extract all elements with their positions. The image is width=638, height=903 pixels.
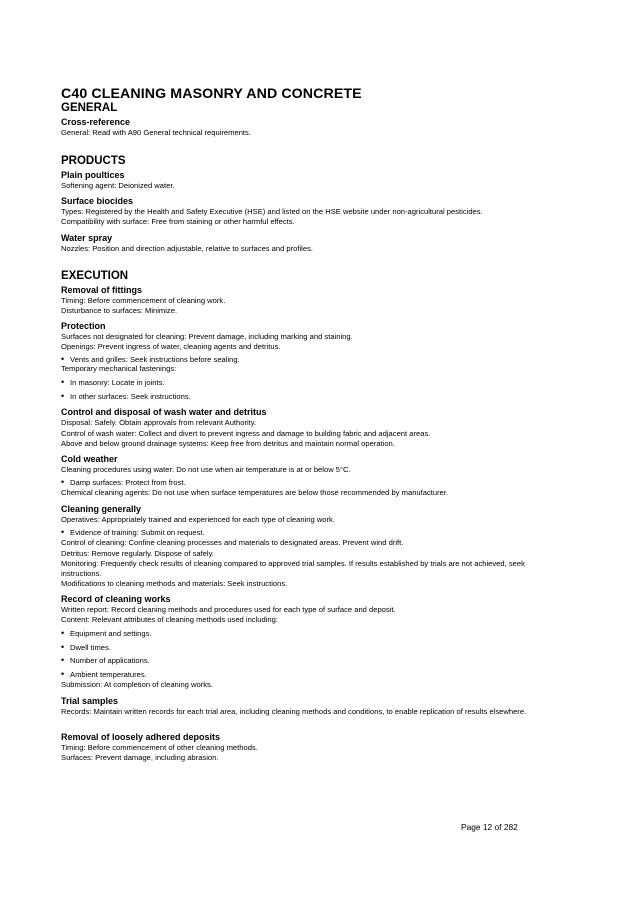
clause-text: Surfaces not designated for cleaning: Prevent damage, including marking and staining. — [61, 332, 353, 341]
clause-heading-trial-samples: Trial samples — [61, 696, 119, 706]
section-heading-general: GENERAL — [61, 102, 118, 114]
bullet-item: • Number of applications. — [61, 655, 150, 665]
bullet-item: • Dwell times. — [61, 642, 111, 652]
clause-text: Content: Relevant attributes of cleaning methods used including: — [61, 615, 278, 624]
bullet-icon: • — [61, 655, 65, 665]
clause-heading-protection: Protection — [61, 321, 106, 331]
clause-heading-record-of-cleaning-works: Record of cleaning works — [61, 594, 171, 604]
clause-heading-cleaning-generally: Cleaning generally — [61, 504, 142, 514]
bullet-item: • In other surfaces: Seek instructions. — [61, 391, 191, 401]
clause-text: Types: Registered by the Health and Safety Executive (HSE) and listed on the HSE website under non-agricultural pesticides. — [61, 207, 483, 216]
bullet-icon: • — [61, 477, 65, 487]
section-heading-execution: EXECUTION — [61, 270, 129, 282]
clause-text: Openings: Prevent ingress of water, cleaning agents and detritus. — [61, 342, 281, 351]
clause-heading-removal-of-fittings: Removal of fittings — [61, 285, 143, 295]
clause-text: Nozzles: Position and direction adjustable, relative to surfaces and profiles. — [61, 244, 313, 253]
clause-text: Control of wash water: Collect and divert to prevent ingress and damage to building fabric and adjacent areas. — [61, 429, 431, 438]
clause-text: Control of cleaning: Confine cleaning processes and materials to designated areas. Prevent wind drift. — [61, 538, 404, 547]
clause-heading-cross-reference: Cross-reference — [61, 117, 131, 127]
bullet-icon: • — [61, 628, 65, 638]
bullet-icon: • — [61, 391, 65, 401]
bullet-item: • Equipment and settings. — [61, 628, 152, 638]
document-title: C40 CLEANING MASONRY AND CONCRETE — [61, 86, 362, 102]
clause-text: Written report: Record cleaning methods and procedures used for each type of surface and deposit. — [61, 605, 396, 614]
clause-heading-surface-biocides: Surface biocides — [61, 196, 134, 206]
bullet-item: • In masonry: Locate in joints. — [61, 377, 165, 387]
bullet-icon: • — [61, 642, 65, 652]
clause-text: Surfaces: Prevent damage, including abrasion. — [61, 753, 219, 762]
bullet-icon: • — [61, 377, 65, 387]
clause-text: Timing: Before commencement of other cleaning methods. — [61, 743, 258, 752]
bullet-item: • Vents and grilles: Seek instructions before sealing. — [61, 354, 240, 364]
clause-text: Detritus: Remove regularly. Dispose of safely. — [61, 549, 214, 558]
clause-text: Temporary mechanical fastenings: — [61, 364, 177, 373]
clause-text: Cleaning procedures using water: Do not use when air temperature is at or below 5°C. — [61, 465, 351, 474]
clause-text: Operatives: Appropriately trained and experienced for each type of cleaning work. — [61, 515, 335, 524]
clause-text: Modifications to cleaning methods and materials: Seek instructions. — [61, 579, 288, 588]
clause-text: General: Read with A90 General technical requirements. — [61, 128, 251, 137]
clause-text: Softening agent: Deionized water. — [61, 181, 175, 190]
bullet-icon: • — [61, 527, 65, 537]
bullet-item: • Damp surfaces: Protect from frost. — [61, 477, 186, 487]
bullet-icon: • — [61, 354, 65, 364]
page-number: Page 12 of 282 — [461, 822, 518, 832]
bullet-item: • Evidence of training: Submit on request. — [61, 527, 205, 537]
clause-text: Monitoring: Frequently check results of cleaning compared to approved trial samples. If results established by trials are not achieved, seek instructions. — [61, 559, 525, 578]
clause-text: Compatibility with surface: Free from staining or other harmful effects. — [61, 217, 295, 226]
clause-heading-plain-poultices: Plain poultices — [61, 170, 125, 180]
bullet-item: • Ambient temperatures. — [61, 669, 147, 679]
clause-heading-water-spray: Water spray — [61, 233, 113, 243]
clause-text: Timing: Before commencement of cleaning work. — [61, 296, 226, 305]
clause-heading-wash-water: Control and disposal of wash water and detritus — [61, 407, 267, 417]
clause-heading-cold-weather: Cold weather — [61, 454, 118, 464]
clause-text: Submission: At completion of cleaning works. — [61, 680, 213, 689]
clause-text: Disturbance to surfaces: Minimize. — [61, 306, 178, 315]
clause-heading-loose-deposits: Removal of loosely adhered deposits — [61, 732, 221, 742]
clause-text: Chemical cleaning agents: Do not use when surface temperatures are below those recommended by manufacturer. — [61, 488, 449, 497]
clause-text: Above and below ground drainage systems: Keep free from detritus and maintain normal operation. — [61, 439, 395, 448]
clause-text: Records: Maintain written records for each trial area, including cleaning methods and conditions, to enable replication of results elsewhere. — [61, 707, 527, 716]
clause-text: Disposal: Safely. Obtain approvals from relevant Authority. — [61, 418, 257, 427]
section-heading-products: PRODUCTS — [61, 155, 126, 167]
bullet-icon: • — [61, 669, 65, 679]
